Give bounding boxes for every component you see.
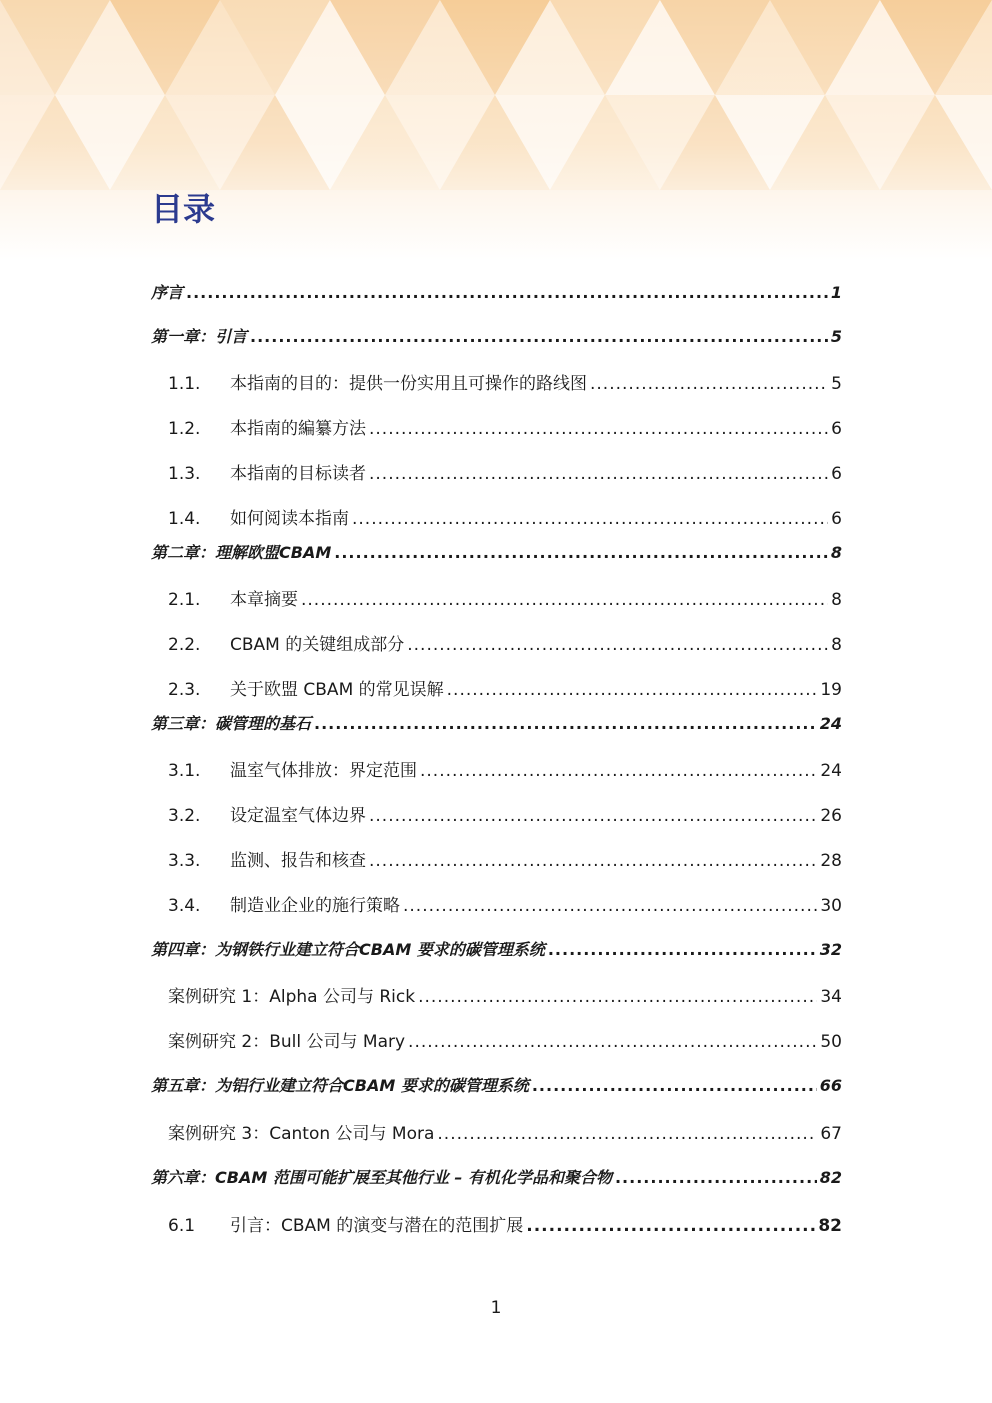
toc-case-entry[interactable] [168, 1029, 842, 1053]
toc-dot-leader [369, 850, 817, 872]
toc-entry-title: 引言：CBAM 的演变与潜在的范围扩展 [230, 1216, 524, 1236]
toc-section-entry[interactable] [168, 587, 842, 611]
toc-section-entry[interactable] [168, 416, 842, 440]
toc-dot-leader [352, 508, 828, 530]
toc-dot-leader [250, 326, 828, 348]
toc-dot-leader [526, 1215, 815, 1237]
toc-section-entry[interactable] [168, 677, 842, 701]
toc-entry-number: 1.3. [168, 464, 201, 484]
toc-entry-title: 本指南的目标读者 [230, 464, 366, 484]
toc-entry-title: 第二章：理解欧盟CBAM [151, 543, 332, 562]
toc-dot-leader [369, 463, 828, 485]
toc-page-number: 8 [830, 543, 842, 562]
toc-page-number: 66 [819, 1076, 842, 1095]
toc-page-number: 8 [831, 635, 842, 655]
toc-page-number: 5 [830, 327, 842, 346]
toc-entry-number: 1.1. [168, 374, 201, 394]
toc-entry-title: 本章摘要 [230, 590, 298, 610]
toc-entry-title: 第四章：为钢铁行业建立符合CBAM 要求的碳管理系统 [151, 940, 545, 959]
toc-section-entry[interactable] [168, 371, 842, 395]
toc-entry-title: 序言 [151, 283, 184, 302]
toc-section-entry[interactable] [168, 893, 842, 917]
toc-page-number: 28 [820, 851, 842, 871]
toc-entry-number: 3.4. [168, 896, 201, 916]
toc-page-number: 8 [831, 590, 842, 610]
toc-entry-title: 案例研究 2：Bull 公司与 Mary [168, 1032, 406, 1052]
toc-entry-number: 2.2. [168, 635, 201, 655]
toc-entry-title: 温室气体排放：界定范围 [230, 761, 417, 781]
toc-page-number: 50 [820, 1032, 842, 1052]
toc-page-number: 24 [819, 714, 842, 733]
page-title: 目录 [151, 190, 216, 228]
toc-page-number: 24 [820, 761, 842, 781]
page-number: 1 [490, 1298, 502, 1318]
toc-section-entry[interactable] [168, 848, 842, 872]
toc-dot-leader [403, 895, 817, 917]
toc-section-entry[interactable] [168, 506, 842, 530]
toc-case-entry[interactable] [168, 984, 842, 1008]
toc-page-number: 82 [819, 1168, 842, 1187]
toc-entry-title: 监测、报告和核查 [230, 851, 366, 871]
toc-section-entry[interactable] [168, 803, 842, 827]
toc-entry-number: 1.4. [168, 509, 201, 529]
toc-entry-number: 6.1 [168, 1216, 196, 1236]
toc-section-entry[interactable] [168, 758, 842, 782]
toc-section-entry[interactable] [168, 1213, 842, 1237]
toc-entry-title: 第六章：CBAM 范围可能扩展至其他行业 – 有机化学品和聚合物 [151, 1168, 612, 1187]
toc-dot-leader [369, 418, 828, 440]
toc-page-number: 32 [819, 940, 842, 959]
toc-entry-title: 案例研究 3：Canton 公司与 Mora [168, 1124, 435, 1144]
toc-chapter-entry[interactable] [151, 280, 842, 304]
toc-dot-leader [548, 939, 817, 961]
toc-page-number: 1 [830, 283, 842, 302]
toc-chapter-entry[interactable] [151, 1165, 842, 1189]
toc-dot-leader [437, 1123, 817, 1145]
toc-entry-title: CBAM 的关键组成部分 [230, 635, 405, 655]
toc-dot-leader [408, 1031, 817, 1053]
toc-dot-leader [314, 713, 817, 735]
toc-entry-title: 案例研究 1：Alpha 公司与 Rick [168, 987, 416, 1007]
toc-dot-leader [301, 589, 828, 611]
toc-page-number: 19 [820, 680, 842, 700]
toc-dot-leader [369, 805, 817, 827]
toc-entry-number: 1.2. [168, 419, 201, 439]
toc-page-number: 82 [818, 1216, 842, 1236]
toc-entry-number: 2.3. [168, 680, 201, 700]
toc-dot-leader [590, 373, 828, 395]
toc-case-entry[interactable] [168, 1121, 842, 1145]
toc-dot-leader [334, 542, 828, 564]
toc-dot-leader [615, 1167, 817, 1189]
toc-dot-leader [532, 1075, 817, 1097]
toc-page-number: 6 [831, 509, 842, 529]
toc-entry-title: 设定温室气体边界 [230, 806, 366, 826]
toc-chapter-entry[interactable] [151, 540, 842, 564]
toc-page-number: 5 [831, 374, 842, 394]
toc-entry-number: 3.2. [168, 806, 201, 826]
toc-page-number: 6 [831, 464, 842, 484]
toc-entry-number: 2.1. [168, 590, 201, 610]
toc-page-number: 6 [831, 419, 842, 439]
toc-entry-number: 3.1. [168, 761, 201, 781]
toc-section-entry[interactable] [168, 461, 842, 485]
toc-page-number: 34 [820, 987, 842, 1007]
toc-entry-title: 第一章：引言 [151, 327, 248, 346]
toc-page-number: 67 [820, 1124, 842, 1144]
toc-dot-leader [447, 679, 818, 701]
toc-entry-title: 关于欧盟 CBAM 的常见误解 [230, 680, 444, 700]
toc-entry-title: 本指南的目的：提供一份实用且可操作的路线图 [230, 374, 587, 394]
toc-entry-title: 制造业企业的施行策略 [230, 896, 400, 916]
toc-entry-title: 第三章：碳管理的基石 [151, 714, 312, 733]
toc-page-number: 26 [820, 806, 842, 826]
toc-entry-number: 3.3. [168, 851, 201, 871]
toc-dot-leader [407, 634, 828, 656]
toc-dot-leader [418, 986, 817, 1008]
toc-chapter-entry[interactable] [151, 324, 842, 348]
toc-entry-title: 如何阅读本指南 [230, 509, 349, 529]
toc-dot-leader [186, 282, 828, 304]
toc-chapter-entry[interactable] [151, 1073, 842, 1097]
toc-chapter-entry[interactable] [151, 937, 842, 961]
toc-entry-title: 第五章：为铝行业建立符合CBAM 要求的碳管理系统 [151, 1076, 529, 1095]
decorative-banner [0, 0, 992, 260]
toc-dot-leader [420, 760, 817, 782]
toc-section-entry[interactable] [168, 632, 842, 656]
toc-chapter-entry[interactable] [151, 711, 842, 735]
toc-entry-title: 本指南的編纂方法 [230, 419, 366, 439]
toc-page-number: 30 [820, 896, 842, 916]
